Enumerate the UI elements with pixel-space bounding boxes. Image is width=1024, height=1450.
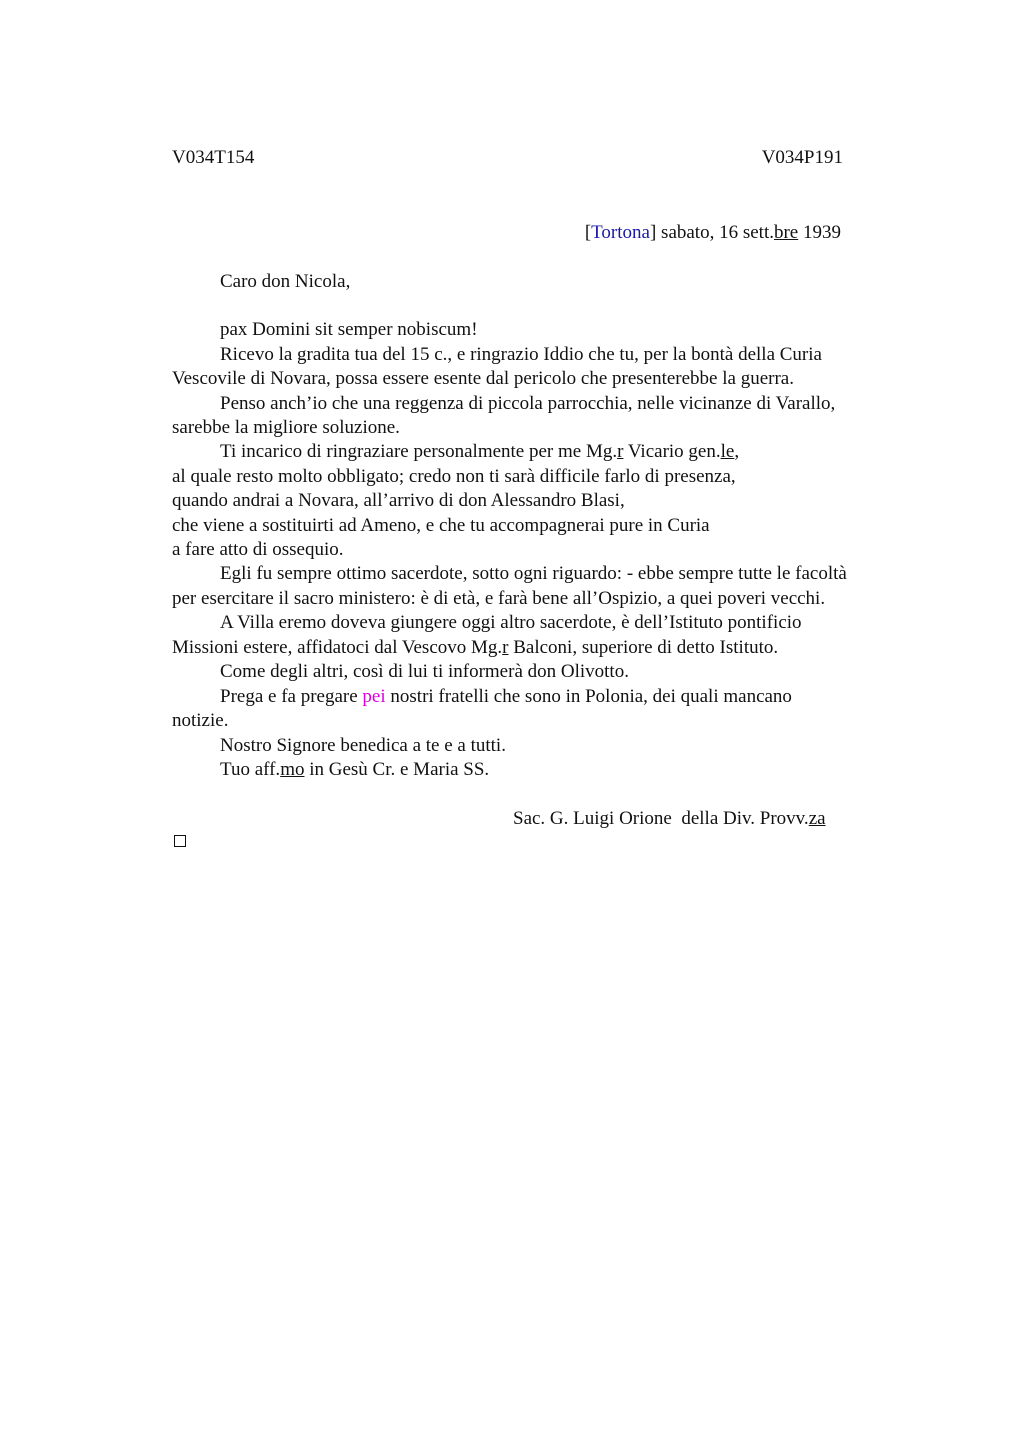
body-line: a fare atto di ossequio. xyxy=(172,539,344,560)
document-code-right: V034P191 xyxy=(761,147,843,168)
body-line: sarebbe la migliore soluzione. xyxy=(172,417,400,438)
body-line: notizie. xyxy=(172,710,229,731)
salutation: Caro don Nicola, xyxy=(220,271,351,292)
highlighted-word: pei xyxy=(362,686,386,707)
dateline-text: sabato, 16 sett. xyxy=(656,222,774,243)
dateline-bracket-close: ] xyxy=(649,222,657,243)
square-marker-icon xyxy=(174,835,186,847)
body-abbrev: mo xyxy=(280,759,305,780)
body-text: Prega e fa pregare xyxy=(220,686,363,707)
document-code-left: V034T154 xyxy=(172,147,255,168)
body-text: Vicario gen. xyxy=(623,441,721,462)
body-abbrev: r xyxy=(502,637,509,658)
dateline xyxy=(585,221,841,245)
body-line: Nostro Signore benedica a te e a tutti. xyxy=(220,735,506,756)
dateline-place: Tortona xyxy=(591,222,650,243)
body-line xyxy=(172,636,778,660)
body-text: nostri fratelli che sono in Polonia, dei quali mancano xyxy=(385,686,792,707)
body-line: quando andrai a Novara, all’arrivo di don Alessandro Blasi, xyxy=(172,490,625,511)
body-line: Vescovile di Novara, possa essere esente dal pericolo che presenterebbe la guerra. xyxy=(172,368,794,389)
body-abbrev: le xyxy=(720,441,735,462)
body-text: , xyxy=(734,441,740,462)
body-line: Come degli altri, così di lui ti informerà don Olivotto. xyxy=(220,661,629,682)
body-line xyxy=(220,440,739,464)
dateline-abbrev: bre xyxy=(773,222,799,243)
body-line: che viene a sostituirti ad Ameno, e che tu accompagnerai pure in Curia xyxy=(172,515,710,536)
body-text: in Gesù Cr. e Maria SS. xyxy=(304,759,490,780)
body-text: Balconi, superiore di detto Istituto. xyxy=(508,637,779,658)
signature xyxy=(513,807,826,831)
body-text: Ti incarico di ringraziare personalmente per me Mg. xyxy=(220,441,618,462)
dateline-bracket-open: [ xyxy=(584,222,592,243)
body-line: A Villa eremo doveva giungere oggi altro sacerdote, è dell’Istituto pontificio xyxy=(220,612,802,633)
closing-line xyxy=(220,758,489,782)
body-line: al quale resto molto obbligato; credo non ti sarà difficile farlo di presenza, xyxy=(172,466,736,487)
body-line xyxy=(220,685,792,709)
body-line: Egli fu sempre ottimo sacerdote, sotto ogni riguardo: - ebbe sempre tutte le facoltà xyxy=(220,563,847,584)
body-text: Missioni estere, affidatoci dal Vescovo Mg. xyxy=(172,637,503,658)
body-line: per esercitare il sacro ministero: è di età, e farà bene all’Ospizio, a quei poveri vecchi. xyxy=(172,588,826,609)
signature-abbrev: za xyxy=(808,808,826,829)
body-line: pax Domini sit semper nobiscum! xyxy=(220,319,478,340)
dateline-year: 1939 xyxy=(798,222,841,243)
signature-text: Sac. G. Luigi Orione della Div. Provv. xyxy=(513,808,809,829)
body-abbrev: r xyxy=(617,441,624,462)
body-line: Penso anch’io che una reggenza di piccola parrocchia, nelle vicinanze di Varallo, xyxy=(220,393,836,414)
body-line: Ricevo la gradita tua del 15 c., e ringrazio Iddio che tu, per la bontà della Curia xyxy=(220,344,822,365)
body-text: Tuo aff. xyxy=(220,759,281,780)
